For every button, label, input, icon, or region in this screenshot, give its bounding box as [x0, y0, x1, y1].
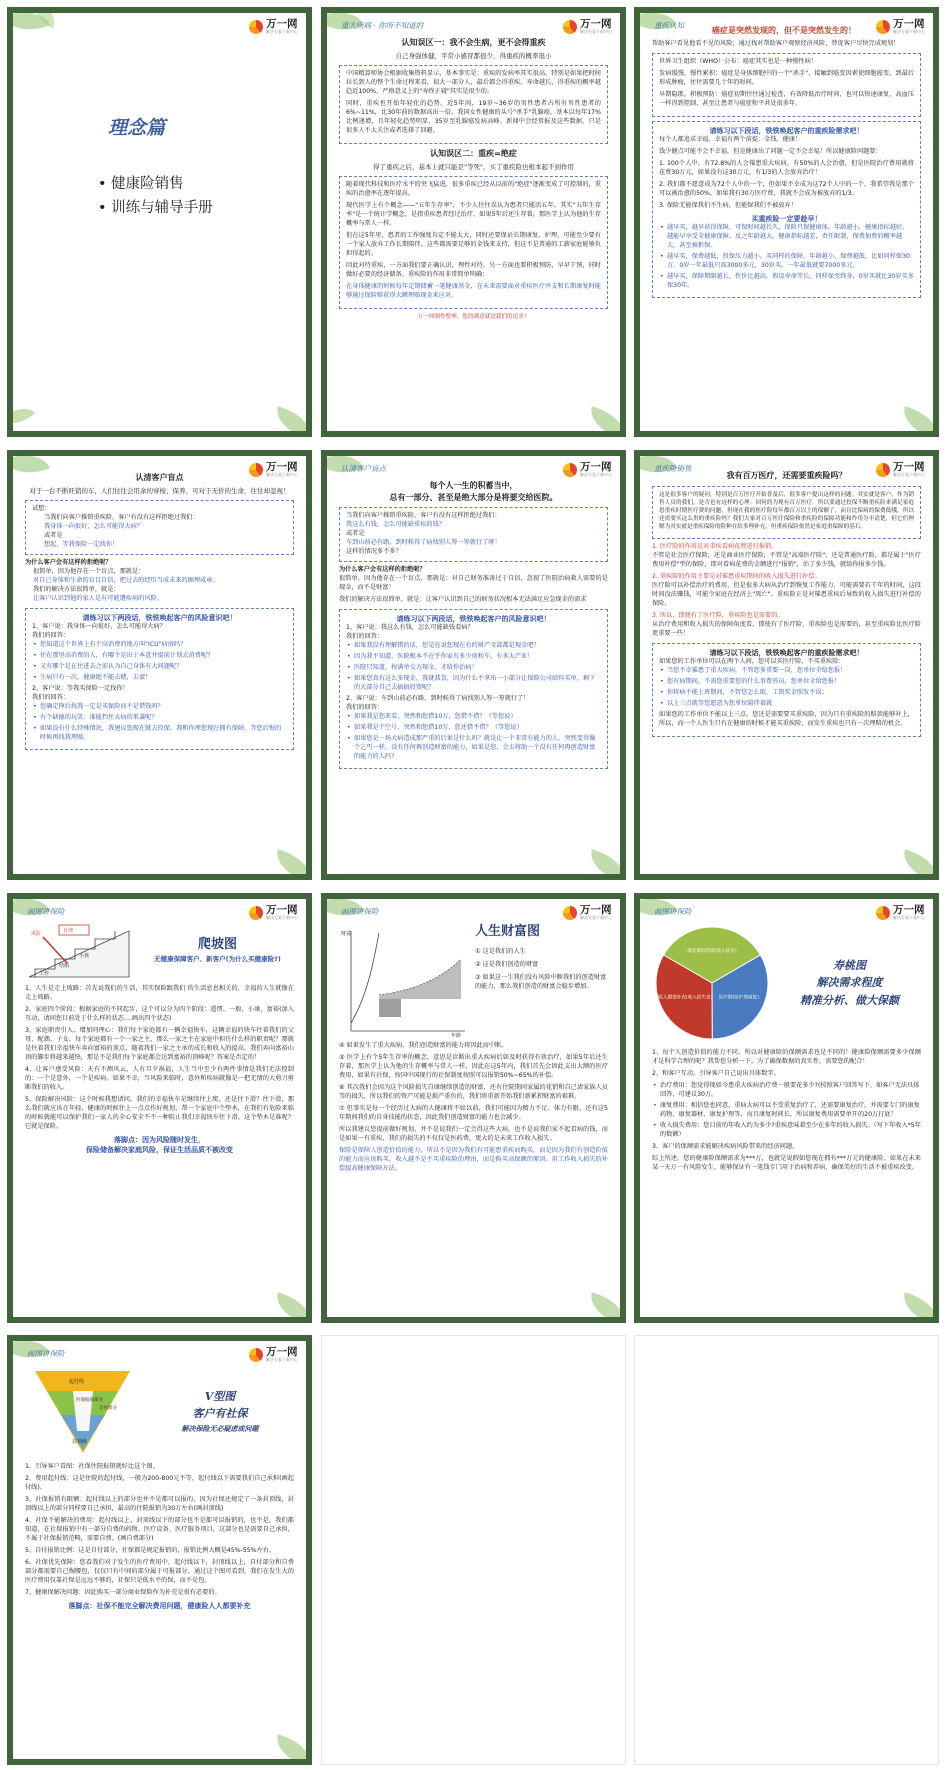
bullet-list: [659, 667, 914, 709]
card-inner: [13, 13, 306, 431]
v-label: 医保报销部分: [76, 1398, 103, 1403]
label: 我们的回答：: [32, 631, 70, 639]
logo-icon: [249, 906, 263, 920]
paragraph: ⑦ 但事实是每一个经历过大病的人健康将不如以前，我们可能因为精力不足、体力有限，还有这5年期间我们的自身技能的状态，因此我们创造财富的能力也会减少。: [339, 1104, 608, 1121]
leaf-decoration: [899, 406, 933, 431]
footer-note: 万一网制作整理，您的满意就是我们的追求！: [417, 313, 530, 320]
bullet-list: [32, 641, 287, 683]
list-item: • 如果我是个空号，突然和您借10万，您还借不借？（等您说）: [346, 724, 601, 733]
bullet-list: [652, 1082, 921, 1140]
cover-title: 理念篇: [108, 117, 166, 139]
paragraph: 2、费用起付线：这是住院的起付线，一般为200-800元不等，起付线以下需要我们自己承担(画起付线)。: [25, 1474, 294, 1491]
list-item: • 你将病不能上班期间，不管您怎么歇，工资奖金照发不误；: [659, 689, 914, 698]
diagram-legend: [475, 923, 608, 1038]
brand-name: 万一网: [580, 461, 612, 473]
paragraph: 所以我建议您提前做好规划，并不是说我们一定会得这些大病，也不是说我们家不起看病的钱，而是如果一有重疾，我们的损失的不仅仅是医药费，更大的是未来工作收入损失。: [339, 1125, 608, 1142]
question: 为什么客户会有这样的拒绝呢？: [25, 558, 112, 566]
paragraph: 2. 我们都不愿意成为72个人中的一个，但如果不幸成为这72个人中的一个，我希望我是那个可以被治愈的50%，如果我有30万医疗费，我就不会成为被放弃的1/3。: [659, 180, 914, 197]
card-inner: [13, 456, 306, 874]
card-blindspot: [7, 450, 312, 880]
paragraph: 3. 所以，即便有了医疗险，重疾险也是需要的。: [652, 612, 784, 620]
leaf-decoration: [272, 406, 306, 431]
section-tag: 画图讲保险: [341, 907, 379, 916]
brand-name: 万一网: [893, 461, 925, 473]
section-tag: 重疾险销售: [654, 464, 692, 473]
subheading: 得了重疾之后，基本上就只能是"等死"，买了重疾险也根本起不到作用: [373, 162, 574, 171]
card-inner: [13, 1341, 306, 1759]
paragraph: 6、社保优先保障：您看我们对于发生的医疗费用中，起付线以下，封顶线以上，自付部分和自费部分都需要自己掏腰包，仅仅只有中间的部分属于可报部分，通过这个图可看到，我们在发生大的医疗费用仅靠社保是远远不够的，社保只是低水平的保，而不是包。: [25, 1558, 294, 1584]
list-item: • 您知道这个世界上有个高消费的地方叫"ICU"病房吗？: [32, 641, 287, 650]
paragraph: 如果您的工作单位不能以上三点，您还是需要要买重疾险，因为只有重疾险的赔款能够补上，所以，而一个人医生只有在健康的时候才能买重疾险，而发生重疾也只有一次理赔的机会。: [659, 711, 914, 728]
list-item: • 生病只有一次，健康绝不能去赌，去蒙！: [32, 674, 287, 683]
axis-label: 财富: [341, 931, 352, 937]
heading: 认清客户盲点: [135, 473, 184, 482]
logo-icon: [876, 20, 890, 34]
card-climb-diagram: [7, 893, 312, 1323]
paragraph: 每个人都追求幸福，幸福有两个前提：金钱、健康！: [659, 135, 802, 143]
legend-item: ③ 如果这一生我们没有风险中断我们的创造财富的能力，那么我们创造的财富会稳步增加。: [475, 973, 607, 990]
cover-line: • 训练与辅导手册: [98, 199, 213, 216]
needs-pie-chart: [652, 923, 772, 1043]
paragraph: 从治疗费用和收入损失的保障角度看，即使有了医疗险，重疾险也是需要的，甚至重疾险比医疗险更重要一些！: [652, 621, 921, 637]
brand-logo: [249, 462, 298, 477]
paragraph: 对自己身体和生命的盲目自信，把过去的经历当成未来的顾理成章。: [33, 576, 219, 584]
question: 为什么客户会有这样的拒绝呢？: [339, 566, 426, 574]
info-box: [339, 176, 608, 309]
brand-logo: [249, 905, 298, 920]
label: 或者是: [44, 531, 63, 539]
paragraph: 中国精算师协会根据收集资料显示，基本事实是：重疾的发病率其实很高。特别是如果把时间拉长到人的整个生命过程来看，很大一部分人，最后都会得重疾，寿命越长，得重疾的概率越趋近100%，严格意义上的"寿终正寝"其实是很少的。: [346, 70, 601, 95]
stair-label: 工作: [39, 971, 50, 977]
brand-logo: [876, 462, 925, 477]
pie-slice-label: 治疗期间(护理康复): [718, 995, 759, 1001]
stair-label: 小孩: [79, 953, 90, 959]
list-item: • 治疗费用：您觉得现如今患重大疾病治疗费一般要花多少?(按照客户回答写下，如客户无法具体回答，可建议30万。: [652, 1082, 921, 1100]
card-peach-chart: [634, 893, 939, 1323]
v-label: 封顶线: [72, 1439, 88, 1445]
paragraph: 当我们向客户推销重疾险，客户有没有这样拒绝过我们：: [44, 514, 199, 521]
subheading: 自己身强体健，平常小感冒都很少，得重疾的概率很小: [395, 51, 552, 60]
paragraph: 让客户认识到他的家人是有可能遭疾病的风险。: [33, 594, 163, 602]
empty-slot: [321, 1335, 626, 1765]
section-tag: 重疾认知: [654, 21, 684, 30]
heading: 总有一部分、甚至是绝大部分是将要交给医院。: [389, 492, 558, 502]
quote: 我身体一向很好，怎么可能得大病？: [44, 522, 143, 530]
leaf-decoration: [586, 1292, 620, 1317]
v-label: 起付线: [69, 1379, 85, 1385]
diagram-header: [339, 923, 608, 1038]
heading: 我有百万医疗，还需要重疾险吗？: [726, 471, 847, 480]
list-item: • 医院只知道，按满单交方现金，才给你治病！: [346, 664, 601, 673]
paragraph: 1. 医疗险的作用是对重疾看病花费进行报销。: [652, 543, 778, 551]
bullet-list: [346, 713, 601, 762]
leaf-decoration: [272, 1734, 306, 1759]
heading: 认知误区一：我不会生病，更不会得重疾: [401, 38, 546, 47]
logo-icon: [876, 906, 890, 920]
list-item: • 如果没有什么特殊情况，我建议您现在就去投保，我和你理您现在拥有保障，等您后悔的时候再找我理赔。: [32, 725, 287, 743]
paragraph: 我们的解决方法很简单，就是：: [33, 585, 120, 593]
diagram-subtitle: 客户有社保: [192, 1407, 248, 1421]
leaf-decoration: [13, 399, 35, 431]
paragraph: 很简单，因为他存在一个盲点，那就是：对自己财务准备过于自信，忽视了医院治病救人需要的是现金，而不是财富！: [339, 575, 608, 592]
paragraph: 如果您的工作单位可以在两个人间，您可以买医疗险，不买重疾险：: [659, 658, 845, 666]
bullet-list: [32, 703, 287, 743]
logo-icon: [876, 463, 890, 477]
info-box: [652, 53, 921, 117]
footer-line: 落脚点：社保不能完全解决费用问题，健康险人人都要补充: [68, 1601, 251, 1610]
paragraph: 1、引导客户看图：社保住院报销就好比这个图。: [25, 1463, 159, 1470]
paragraph: 5、保险解决风险：这个时候我想请问，我们的幸福快车是继续往上爬，还是往下滑？往下滑，那么我们就应该在年轻、健康的时候往上一点点作好规划，帮一个家庭中个垫木，在我们有危险来临的时候就能可以保护我们一家人的全心安全不不一种阻止我们幸福快车往下滑。这个垫木是谁呢？它就是保险。: [25, 1095, 294, 1130]
card-wealth-chart: [321, 893, 626, 1323]
list-item: • 越早买，保障期限越长，性价比越高。假设寿命等长，同样保至终身，0岁买就比30岁买多保30年。: [659, 273, 914, 291]
list-item: • 如果我是您来看，突然和您借10万，您借不借？（等您说）: [346, 713, 601, 722]
brand-slogan: 解决方案下载中心: [266, 915, 298, 921]
list-item: • 当您不幸罹患了重大疾病，不管您多重要一岗，您单位全给您报！: [659, 667, 914, 676]
paragraph: 5、自付报销比例：这是自付部分，社保都是规定报销的，报销比例大概是45%-55%左右。: [25, 1546, 276, 1554]
heading: 认知误区二：重疾=绝症: [430, 148, 517, 158]
brand-logo: [249, 1347, 298, 1362]
leaf-decoration: [586, 849, 620, 874]
stair-diagram: [25, 919, 135, 981]
brand-slogan: 解决方案下载中心: [580, 472, 612, 478]
paragraph: 3、家庭职责引入，增加同理心：我们每个家庭都有一辆幸福快车，这辆幸福的快车往着我们的父母、配偶、子女。每个家庭都有一个一家之主，那么一家之主在家庭中担任什么样的职责呢？那就是往着我们幸福快车奔向富裕的顶点，随着我们一家之主承的成长和收入的提高，我们奔向富裕山顶的脚步将越来越快，那是不是我们每个家庭都会达到富裕的顶峰呢？答案是否定的！: [25, 1026, 294, 1061]
list-item: • 以上三点就等您愿意为您单位陪伴着就: [659, 700, 914, 709]
leaf-decoration: [586, 406, 620, 431]
customer-says: 1、客户说：我这么有钱，怎么可能缺钱看病？: [346, 624, 474, 632]
logo-icon: [563, 20, 577, 34]
v-diagram: [25, 1365, 140, 1457]
card-blindspot-2: [321, 450, 626, 880]
paragraph: 2、和客户互动，引导客户自己说出具体数字。: [652, 1069, 780, 1077]
paragraph: 4、让客户感受风险：天有不测风云，人有旦夕祸福，人生当中至少有两件事情是我们无法控制的：一个是意外，一个是疾病。如果不幸，当风险来临时，意外和疾病就像是一把无情的大剪刀剪断我们的收入。: [25, 1065, 294, 1091]
paragraph: 3. 保险无能保我们不生病，但能保我们不被放弃！: [659, 201, 797, 209]
quote: 想起，等我保险一定找你！: [44, 540, 119, 548]
leaf-decoration: [272, 849, 306, 874]
list-item: • 住在那里高消费的人，有哪个是出于本意并提前计划去消费呢？: [32, 652, 287, 661]
list-item: • 越早买，越早获得保障，可保时间越长久，保险只保健康体，年龄越小，健康指标越好，越能早享受全健康保障。反之年龄越大，健康指标越差，责任限制，保费加费的概率越大，甚至被拒保。: [659, 224, 914, 251]
cover-list: [98, 173, 213, 221]
legend-item: ① 这是我们的人生: [475, 947, 526, 955]
list-item: • 康复费用：相信您也同意，重病大病可以不受重复治疗了，还需要康复治疗，并需要专门的康复药物、康复器材、康复护理等，而且康复时间长，所以康复费用需要单开的20万打底！: [652, 1102, 921, 1120]
paragraph: 世界卫生组织（WHO）公布：癌症其实也是一种慢性病！: [659, 57, 817, 65]
list-item: • 因为我不知道，医院根本不在乎你家有多少房和车，有多大产业！: [346, 653, 601, 662]
label: 我们的回答：: [346, 633, 384, 641]
info-box: [25, 500, 294, 555]
brand-name: 万一网: [580, 904, 612, 916]
diagram-title: 人生财富图: [475, 924, 541, 939]
list-item: • 如果我没有理解错的话，您是在说您现在有的财产全部都是现金吧？: [346, 642, 601, 651]
paragraph: 因此对待重疾，一方面我们要正确认识，理性对待，另一方面也要积极预防，早早干预，同时做好必要的经济储备。重疾险的作用非常简单明确：: [346, 261, 601, 278]
paragraph: 2、家庭四个阶段：根据家庭的不同起步，这个可以分为四个阶段：遥愣、一般、小康、富裕(加入互动，请问您目前处于什么样的状态....画出四个状态): [25, 1005, 294, 1022]
info-box: [652, 486, 921, 540]
paragraph: 这样的情况多不多？: [346, 548, 402, 556]
practice-box: [652, 121, 921, 298]
customer-says: 1、客户说：我身体一向很好，怎么可能得大病？: [32, 623, 166, 630]
section-tag: 认清客户盲点: [341, 464, 386, 473]
brand-name: 万一网: [893, 18, 925, 30]
brand-logo: [563, 19, 612, 34]
practice-box: [339, 609, 608, 769]
diagram-header: [25, 1365, 294, 1457]
list-item: • 您有病期间，不需您重要您的什么事费养员，您单位全给您报！: [659, 678, 914, 687]
card-v-diagram: [7, 1335, 312, 1765]
brand-logo: [249, 19, 298, 34]
paragraph: 随着现代科技和医疗水平的突飞猛进，很多重疾已经从以前的"绝症"逐渐变成了可控制的，重疾的治愈率在逐年提高。: [346, 180, 601, 197]
quote: 我这么有钱，怎么可能缺重疾的钱？: [346, 521, 445, 529]
customer-says: 2、客户说：车到山前必有路，到时候得了病找别人筹一筹就行了！: [346, 695, 530, 703]
brand-name: 万一网: [266, 904, 298, 916]
brand-slogan: 解决方案下载中心: [266, 29, 298, 35]
label: 试想：: [32, 505, 51, 513]
paragraph: 但在这5年里，患者的工作强度肯定不能太大，同时还要保证长期康复、护理，可能至少要有一个家人放弃工作长期陪伴。这些都需要足够的金钱来支持，但这不是普通的工薪家庭能够负担得起的。: [346, 231, 601, 257]
diagram-subtitle: 解决保险无必疑虑或问题: [181, 1424, 259, 1433]
card-cover: [7, 7, 312, 437]
axis-label: 年龄: [451, 1033, 462, 1038]
brand-name: 万一网: [893, 904, 925, 916]
paragraph: 发病缓慢，慢性累积：癌症是身体细胞中的一个"杀手"，接触到癌变因素使细胞癌变，到最后形成肿瘤，往往需要几十年的时间。: [659, 69, 914, 86]
paragraph: 同时，重疾也开始年轻化的趋势。近5年间，19岁~36岁的男性患者占所有男性患者的6%~11%，比30年前的数据高出一倍。我国女性健康的头号"杀手"乳腺癌，基本以每年17%比例递增，且年轻化趋势明显，35岁至乳腺癌发病高峰。新闻中会经常报及这些数据，只是很多人不太关注或者选择了回避。: [346, 99, 601, 134]
subheading: 对于一台不断旺销的车，人们往往会用余的穿梭、保养、可对于无价的生命，往往却忽视！: [29, 486, 290, 495]
section-tag: 画图讲保险: [27, 907, 65, 916]
footer-line: 保险储备解决家庭风险，保证生活品质不被改变: [86, 1145, 233, 1154]
list-item: • 您确定挣后找我一定是买保险而不是借钱吗？: [32, 703, 287, 712]
diagram-title: 寿桃图: [833, 958, 866, 972]
list-item: • 有个缺德的玩笑：谁能挡往大病的来袭呢？: [32, 714, 287, 723]
leaf-decoration: [899, 849, 933, 874]
diagram-title: 爬坡图: [197, 936, 237, 952]
brand-logo: [563, 462, 612, 477]
logo-icon: [249, 20, 263, 34]
card-million-medical: [634, 450, 939, 880]
practice-heading: 请练习以下两段话，铁铁唤起客户的风险意识吧！: [396, 615, 551, 624]
card-inner: [327, 899, 620, 1317]
diagram-header: [25, 919, 294, 981]
paragraph: 很简单，因为他存在一个盲点，那就是：: [33, 567, 145, 575]
paragraph: 当我们向客户推销重疾险，客户有没有这样拒绝过我们：: [346, 512, 501, 520]
diagram-title-block: [146, 1388, 294, 1434]
logo-icon: [563, 463, 577, 477]
info-box: [339, 65, 608, 144]
stair-label: 风险: [31, 931, 42, 937]
diagram-title: V型图: [204, 1389, 236, 1403]
card-inner: [13, 899, 306, 1317]
list-item: • 如果您是一场大病造成那严重的后果是什么吗？就是让一个非常有能力的人，突然变得像个乞丐一样，没有任何再创造财富的能力，如果是您，会去将助一个没有任何再创造财富的能力的人吗？: [346, 735, 601, 762]
paragraph: 我们的解决方法很简单，就是：让客户认识到自己的财务状况根本无法满足应急现金的需求: [339, 596, 587, 604]
list-item: • 收入损失费用：您目前的年收入约为多少?重疾意味着至少在多年的收入损失。（写下年收入*5年的数额）: [652, 1122, 921, 1140]
practice-heading: 请练习以下两段话，铁铁唤起客户的风险意识吧！: [82, 613, 237, 622]
diagram-title-block: [141, 936, 294, 964]
practice-box: [25, 608, 294, 750]
pie-slice-label: 康复期间所需(收入损失): [687, 949, 737, 955]
paragraph: 现代医学上有个概念——"五年生存率"，不少人往往误认为患者只能活五年，其实"五年生存率"是一个统计学概念，是指重疾患者经过治疗，如果5年后还生存着，那医学上认为他的生存概率与常人一样。: [346, 201, 601, 227]
paragraph: 4、社保不能解决的费用：起付线以上，封顶线以下的部分也不是都可以报销的，也不是，我们都知道，在社保报销中有一部分自费的药物、医疗设备、医疗服务项目，这部分也是需要自己承担，不属于社保报销范畴，需要自费。(画自费部分): [25, 1516, 294, 1542]
brand-slogan: 解决方案下载中心: [893, 915, 925, 921]
diagram-header: [652, 923, 921, 1043]
section-tag: 重大疾病 · 你所不知道的: [341, 21, 424, 30]
brand-slogan: 解决方案下载中心: [893, 472, 925, 478]
list-item: • 越早买，保费越低，投保压力越小。买同样的保障，年龄越小，保费越低，比如同样保30万，0岁一年最低只需3000多元，30岁买，一年最低就要7000多元。: [659, 253, 914, 271]
empty-slot: [634, 1335, 939, 1765]
legend-item: ② 这是我们创造的财富: [475, 960, 539, 968]
leaf-decoration: [899, 1292, 933, 1317]
cover-line: • 健康险销售: [98, 176, 184, 192]
paragraph: 7、健康保解决问题：因此购买一部分商业保险作为补充是很有必要的。: [25, 1588, 221, 1596]
list-item: • 又有哪个是在住进去之前认为自己身体有大问题呢？: [32, 663, 287, 672]
brand-slogan: 解决方案下载中心: [266, 1357, 298, 1363]
card-cancer: [634, 7, 939, 437]
paragraph: ⑤ 医学上有个5年生存率的概念，意思是诊断出重大疾病后如及时获得有效治疗，如果5年后还生存着，那医学上认为他的生存概率与常人一样，因此在这5年内，我们首先会因此支出大额的医疗费用，如果有社保，按国中国现行的社保制度按照可以报销50%~65%的补偿。: [339, 1053, 608, 1079]
diagram-subtitle: 无健康保障客户、新客户(为什么买健康险?): [154, 954, 281, 963]
brand-name: 万一网: [580, 18, 612, 30]
paragraph: 在身体健康的时候每年定期储蓄一笔健康基金，在未来需要面对重疾医疗并支和长期康复时能够通过保险赔获得大额理赔现金来应对。: [346, 282, 601, 299]
stair-label: 结婚: [59, 963, 70, 969]
logo-icon: [563, 906, 577, 920]
card-inner: [327, 456, 620, 874]
quote: 车到山前必有路，到时候得了病找别人筹一筹就行了呀！: [346, 539, 501, 547]
label: 我们的回答：: [32, 693, 70, 701]
paragraph: ⑥ 其次我们会因为这个风险损失自康继续创造的财富，还有住院期间家属的花销和自己请家族人员等的损失，所以我们的资产可能是损产重负的，我们将重新开始我们新累积财富的艰难。: [339, 1083, 608, 1100]
paragraph: 这是很多客户的疑问，特别是百万医疗开始普及后，很多客户提出这样的问题。其实就是客户，作为销售人员的我们，是否也有这样的心理：因何的为现有百万医疗，所以要通过投保不断重疾险来满足家庭患重疾时期医疗费的问题，但现在我的医疗险每年都百万以上的保额了，而且比保病的保费低哦，所以还需要买这么贵的重疾险吗？我们大家对百万医疗保险和重疾险的保障功能和作用分不清楚，但它们理解为其实就是重疾保险的险种在给多理补充，但重疾保险依然是家庭重保障的基石。: [659, 491, 914, 531]
paragraph: 1. 100个人中，有72.8%的人会罹患重大疾病，有50%的人会治愈，但是医院治疗费用就将花费30万元，如果没有这30万元，有1/3的人会放弃治疗！: [659, 159, 914, 176]
paragraph: 3、客户的保额需求能解决疾病风险带来的经济问题。: [652, 1142, 799, 1150]
card-inner: [640, 456, 933, 874]
diagram-subtitle: 解决需求程度: [816, 976, 883, 990]
pie-slice-label: 收入期望补充(收入损失表): [658, 995, 713, 1001]
paragraph: 综上所述，您的健康险保额需求为***万，也就是说假如您现在拥有***万元的健康险，如果在未来某一天万一有风险发生，能够保证有一笔钱专门用于治病和养病，确保美好的生活不被重疾改变。: [652, 1154, 921, 1171]
paragraph: 钱少健点可能不会不幸福，但是健康出了问题一定不会幸福！所以健康险问题要：: [659, 147, 882, 155]
practice-heading: 请练习以下段话，铁铁唤起客户的重疾险需求吧！: [709, 126, 864, 135]
info-box: [339, 507, 608, 562]
logo-icon: [249, 1348, 263, 1362]
paragraph: 早期隐匿，积极预防：癌症初期往往通过检查，有效降低治疗时间，也可以快速康复、高血压一样得到控制，甚至让患者与癌症和平共处很多年。: [659, 90, 914, 107]
brand-name: 万一网: [266, 461, 298, 473]
card-inner: [640, 13, 933, 431]
paragraph: 1、人生是走上坡路：首先说我们的生活，其实保险跟我们 的生活息息相关的，幸福的人生就像在走上坡路。: [25, 985, 294, 1001]
heading: 每个人一生的积蓄当中，: [429, 481, 518, 490]
brand-name: 万一网: [266, 18, 298, 30]
label: 我们的回答：: [346, 704, 384, 712]
label: 或者是: [346, 530, 365, 538]
paragraph: 帮助客户看见他看不见的风险，通过找对帮助客户观察经济风险，替促客户尽快完成规划！: [652, 39, 900, 47]
paragraph: 3、社保报销有限额：起付线以上的部分也并不是都可以报的，因为社保还规定了一条封顶线，封顶线以上的部分同样要自己承担，最高的住院报销为30万左右(画封顶线): [25, 1495, 294, 1512]
bullet-list: [659, 224, 914, 291]
brand-slogan: 解决方案下载中心: [580, 29, 612, 35]
brand-slogan: 解决方案下载中心: [266, 472, 298, 478]
v-label: 自付部分: [99, 1406, 117, 1411]
brand-logo: [563, 905, 612, 920]
brand-slogan: 解决方案下载中心: [580, 915, 612, 921]
card-inner: [640, 899, 933, 1317]
customer-says: 2、客户说：等我买保险一定找你！: [32, 684, 129, 692]
footer-line: 落脚点：因为风险随时发生，: [114, 1135, 205, 1144]
diagram-title-block: [778, 957, 921, 1010]
paragraph: 不管是社会医疗保险，还是商业医疗保险，不管是"高端医疗险"，还是普通医疗险，都是属于"医疗费用补偿"型的保险，即对看病花费的金额进行"报销"，治了多少钱，就给你报多少钱。: [652, 552, 921, 569]
list-item: • 如果您真有这么多现金，我就恭喜，因为什么不拿出一小部分让保险公司给你买单，剩下的大部分自己去搞搞投资呢？: [346, 675, 601, 693]
practice-heading: 请练习以下段话，铁铁唤起客户的重疾险需求吧！: [709, 648, 864, 657]
brand-name: 万一网: [266, 1346, 298, 1358]
diagram-subtitle: 精准分析、做大保额: [800, 993, 899, 1007]
paragraph: 保险是保障人创造价值的能力，所以不是因为我们有可能患重疾而购买，而是因为我们有创造价值的能力而应该购买。收入越不是不买重疾险的理由，而是购买高保额的原因。用工作收入损失的补偿提高健康保障方法。: [339, 1146, 608, 1172]
bullet-list: [346, 642, 601, 693]
practice-heading: 买重疾险一定要趁早！: [751, 214, 822, 223]
brand-slogan: 解决方案下载中心: [893, 29, 925, 35]
section-tag: 画图讲保险: [27, 1349, 65, 1358]
brand-logo: [876, 19, 925, 34]
card-misconceptions: [321, 7, 626, 437]
leaf-decoration: [272, 1292, 306, 1317]
wealth-curve-diagram: [339, 923, 469, 1038]
logo-icon: [249, 463, 263, 477]
card-inner: [327, 13, 620, 431]
practice-box: [652, 643, 921, 737]
paragraph: 2. 重疾险的作用主要是对罹患重疾期间的收入损失进行补偿。: [652, 573, 821, 581]
section-tag: 画图讲保险: [654, 907, 692, 916]
paragraph: 医疗险可以补偿治疗的费用，但是很多大病从治疗到恢复工作能力，可能需要若干年的时间，这段时间没法赚钱，可能令家庭在经济上"死亡"。重疾险正是对罹患重疾后导致的收入损失进行补偿的保险。: [652, 582, 921, 608]
paragraph: ④ 如果发生了重大疾病，我们创造财富的能力将因此而中断。: [339, 1042, 508, 1049]
stair-label: 自理: [63, 928, 74, 934]
paragraph: 1、每个人创造价值的能力不同，所以对健康险的保额需求也是不同的！健康险保额需要多少保额才是科学合理的呢？我帮您分析一下，为了确保数据的真实性，需要您的配合！: [652, 1049, 921, 1065]
heading: 癌症是突然发现的，但不是突然发生的！: [712, 26, 856, 35]
brand-logo: [876, 905, 925, 920]
